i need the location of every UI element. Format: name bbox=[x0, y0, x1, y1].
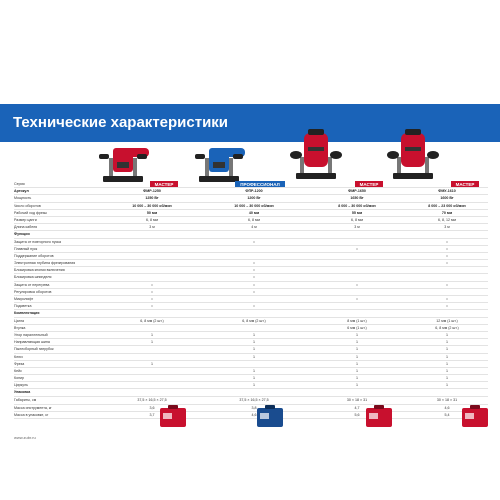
cell-model-4: 1 bbox=[446, 354, 448, 359]
cell-model-4: 30 × 18 × 31 bbox=[436, 397, 458, 402]
row-label: Рабочий ход фрезы bbox=[14, 210, 48, 215]
cell-model-2: • bbox=[253, 268, 255, 273]
cell-model-1: • bbox=[151, 304, 153, 309]
cell-model-4: • bbox=[446, 246, 448, 251]
cell-model-4: 1 bbox=[446, 361, 448, 366]
badge-model-4: МАСТЕР bbox=[451, 181, 479, 188]
cell-model-2: 37,5 × 16,5 × 27,5 bbox=[239, 397, 269, 402]
table-row bbox=[14, 339, 488, 346]
table-row bbox=[14, 239, 488, 246]
table-row bbox=[14, 203, 488, 210]
cell-model-2: 1 bbox=[253, 347, 255, 352]
row-label: Блокировка кнопки включения bbox=[14, 268, 65, 273]
cell-model-3: 1 bbox=[356, 340, 358, 345]
cell-model-2: • bbox=[253, 275, 255, 280]
row-label: Защита от перегрева bbox=[14, 282, 50, 287]
table-row bbox=[14, 318, 488, 325]
cell-model-1: 6, 8 мм bbox=[146, 217, 158, 222]
cell-model-4: 12 мм (1 шт.) bbox=[436, 318, 458, 323]
cell-model-1: 10 000 – 30 000 об/мин bbox=[132, 203, 172, 208]
table-row bbox=[14, 332, 488, 339]
cell-model-3: 1 bbox=[356, 376, 358, 381]
cell-model-2: 6, 8 мм bbox=[248, 217, 260, 222]
cell-model-3: 1 bbox=[356, 361, 358, 366]
table-row bbox=[14, 405, 488, 412]
row-label: Поддержание оборотов bbox=[14, 253, 54, 258]
row-label: Направляющая шина bbox=[14, 340, 50, 345]
table-row bbox=[14, 231, 488, 238]
cell-model-4: 1 bbox=[446, 332, 448, 337]
cell-model-3: 4,7 bbox=[354, 405, 360, 410]
cell-model-4: 1600 Вт bbox=[440, 196, 454, 201]
cell-model-4: 1 bbox=[446, 340, 448, 345]
cell-model-4: ФМУ-1610 bbox=[438, 189, 456, 194]
cell-model-2: 10 000 – 30 000 об/мин bbox=[234, 203, 274, 208]
cell-model-1: ФМР-1250 bbox=[143, 189, 161, 194]
table-row bbox=[14, 210, 488, 217]
badge-model-3: МАСТЕР bbox=[355, 181, 383, 188]
cell-model-1: 1250 Вт bbox=[145, 196, 159, 201]
cell-model-3: 8 000 – 30 000 об/мин bbox=[338, 203, 376, 208]
cell-model-2: 1200 Вт bbox=[247, 196, 261, 201]
row-label: Ключ bbox=[14, 354, 23, 359]
cell-model-4: • bbox=[446, 239, 448, 244]
cell-model-2: 4 м bbox=[251, 225, 257, 230]
row-label: Блокировка шпинделя bbox=[14, 275, 52, 280]
case-image-3 bbox=[366, 405, 392, 427]
cell-model-2: • bbox=[253, 239, 255, 244]
cell-model-3: 1 bbox=[356, 368, 358, 373]
cell-model-1: 1 bbox=[151, 361, 153, 366]
row-label: Пылесборный патрубок bbox=[14, 347, 54, 352]
table-row bbox=[14, 188, 488, 195]
cell-model-3: 5,6 bbox=[354, 412, 360, 417]
cell-model-4: 1 bbox=[446, 347, 448, 352]
cell-model-3: • bbox=[356, 282, 358, 287]
cell-model-2: • bbox=[253, 282, 255, 287]
row-label: Масса в упаковке, кг bbox=[14, 412, 49, 417]
row-label: Артикул bbox=[14, 189, 29, 194]
row-label: Защита от повторного пуска bbox=[14, 239, 62, 244]
table-row bbox=[14, 195, 488, 202]
cell-model-2: • bbox=[253, 304, 255, 309]
cell-model-4: 4,6 bbox=[444, 405, 450, 410]
website-link[interactable]: www.zubr.ru bbox=[14, 435, 36, 440]
cell-model-4: 5,4 bbox=[444, 412, 450, 417]
cell-model-1: 1 bbox=[151, 340, 153, 345]
row-label: Цанга bbox=[14, 318, 24, 323]
row-label: Фреза bbox=[14, 361, 25, 366]
cell-model-3: 1650 Вт bbox=[350, 196, 364, 201]
table-row bbox=[14, 267, 488, 274]
cell-model-3: 1 bbox=[356, 347, 358, 352]
badge-model-2: ПРОФЕССИОНАЛ bbox=[235, 181, 285, 188]
row-label: Габариты, см bbox=[14, 397, 37, 402]
row-label: Циркуль bbox=[14, 383, 28, 388]
cell-model-1: 37,5 × 16,5 × 27,5 bbox=[137, 397, 167, 402]
cell-model-2: 1 bbox=[253, 368, 255, 373]
row-label: Число оборотов bbox=[14, 203, 41, 208]
row-label: Копир bbox=[14, 376, 25, 381]
cell-model-2: 4,6 bbox=[251, 412, 257, 417]
cell-model-1: • bbox=[151, 297, 153, 301]
cell-model-3: 30 × 18 × 31 bbox=[346, 397, 368, 402]
cell-model-3: 55 мм bbox=[351, 210, 363, 215]
cell-model-3: 1 bbox=[356, 354, 358, 359]
cell-model-3: 1 bbox=[356, 332, 358, 337]
cell-model-3: 6 мм (1 шт.) bbox=[347, 325, 367, 330]
row-label: Микролифт bbox=[14, 297, 34, 301]
router-image-3 bbox=[288, 125, 344, 181]
row-label: Серия bbox=[14, 182, 25, 186]
cell-model-2: 1 bbox=[253, 383, 255, 388]
cell-model-1: 6, 8 мм (2 шт.) bbox=[140, 318, 164, 323]
cell-model-3: 3 м bbox=[354, 225, 360, 230]
table-row bbox=[14, 368, 488, 375]
cell-model-3: ФМР-1650 bbox=[348, 189, 366, 194]
badge-model-1: МАСТЕР bbox=[150, 181, 178, 188]
table-row bbox=[14, 181, 488, 188]
cell-model-4: • bbox=[446, 282, 448, 287]
row-label: Длина кабеля bbox=[14, 225, 38, 230]
table-row bbox=[14, 289, 488, 296]
router-image-4 bbox=[385, 125, 441, 181]
cell-model-4: 8 000 – 23 000 об/мин bbox=[428, 203, 466, 208]
cell-model-1: 1 bbox=[151, 332, 153, 337]
table-row bbox=[14, 382, 488, 389]
cell-model-2: 1 bbox=[253, 376, 255, 381]
cell-model-2: 1 bbox=[253, 332, 255, 337]
table-row bbox=[14, 246, 488, 253]
cell-model-4: 1 bbox=[446, 376, 448, 381]
cell-model-4: • bbox=[446, 261, 448, 266]
cell-model-4: 1 bbox=[446, 383, 448, 388]
row-label: Мощность bbox=[14, 196, 32, 201]
row-label: Функции bbox=[14, 232, 30, 237]
table-row bbox=[14, 303, 488, 310]
row-label: Электронная глубина фрезерования bbox=[14, 261, 76, 266]
spec-table bbox=[14, 181, 488, 419]
cell-model-2: 1 bbox=[253, 354, 255, 359]
row-label: Упор параллельный bbox=[14, 332, 48, 337]
table-row bbox=[14, 296, 488, 303]
table-row bbox=[14, 260, 488, 267]
case-image-4 bbox=[462, 405, 488, 427]
row-label: Размер цанги bbox=[14, 217, 37, 222]
cell-model-3: 8 мм (1 шт.) bbox=[347, 318, 367, 323]
row-label: Кейс bbox=[14, 368, 22, 373]
table-row bbox=[14, 274, 488, 281]
table-row bbox=[14, 389, 488, 396]
cell-model-4: 6, 8, 12 мм bbox=[438, 217, 456, 222]
table-row bbox=[14, 253, 488, 260]
cell-model-4: • bbox=[446, 253, 448, 258]
cell-model-4: 70 мм bbox=[441, 210, 453, 215]
cell-model-3: • bbox=[356, 246, 358, 251]
table-row bbox=[14, 217, 488, 224]
row-label: Плавный пуск bbox=[14, 246, 38, 251]
case-image-2 bbox=[257, 405, 283, 427]
case-image-1 bbox=[160, 405, 186, 427]
table-row bbox=[14, 397, 488, 405]
row-label: Комплектация bbox=[14, 311, 40, 316]
row-label: Масса инструмента, кг bbox=[14, 405, 52, 410]
page-title: Технические характеристики bbox=[13, 114, 229, 131]
row-label: Регулировка оборотов bbox=[14, 289, 52, 294]
cell-model-1: • bbox=[151, 282, 153, 287]
table-row bbox=[14, 282, 488, 289]
row-label: Упаковка bbox=[14, 390, 31, 395]
cell-model-3: • bbox=[356, 297, 358, 301]
cell-model-1: • bbox=[151, 289, 153, 294]
cell-model-2: ФПР-1200 bbox=[245, 189, 263, 194]
table-row bbox=[14, 310, 488, 317]
cell-model-2: 1 bbox=[253, 340, 255, 345]
cell-model-1: 3,6 bbox=[149, 405, 155, 410]
cell-model-4: • bbox=[446, 297, 448, 301]
row-label: Подсветка bbox=[14, 304, 32, 309]
table-row bbox=[14, 354, 488, 361]
cell-model-4: 3 м bbox=[444, 225, 450, 230]
cell-model-2: 3,8 bbox=[251, 405, 257, 410]
table-row bbox=[14, 325, 488, 332]
cell-model-3: 1 bbox=[356, 383, 358, 388]
cell-model-4: • bbox=[446, 304, 448, 309]
table-row bbox=[14, 412, 488, 419]
table-row bbox=[14, 224, 488, 231]
cell-model-2: • bbox=[253, 289, 255, 294]
router-image-1 bbox=[95, 130, 151, 186]
cell-model-1: 50 мм bbox=[146, 210, 158, 215]
cell-model-2: 40 мм bbox=[248, 210, 260, 215]
cell-model-1: 3,7 bbox=[149, 412, 155, 417]
cell-model-3: 6, 8 мм bbox=[351, 217, 363, 222]
cell-model-2: • bbox=[253, 261, 255, 266]
table-row bbox=[14, 375, 488, 382]
row-label: Втулка bbox=[14, 325, 26, 330]
router-image-2 bbox=[191, 130, 247, 186]
cell-model-4: 6, 8 мм (2 шт.) bbox=[435, 325, 459, 330]
cell-model-4: 1 bbox=[446, 368, 448, 373]
cell-model-2: 6, 8 мм (2 шт.) bbox=[242, 318, 266, 323]
table-row bbox=[14, 346, 488, 353]
cell-model-1: 3 м bbox=[149, 225, 155, 230]
table-row bbox=[14, 361, 488, 368]
